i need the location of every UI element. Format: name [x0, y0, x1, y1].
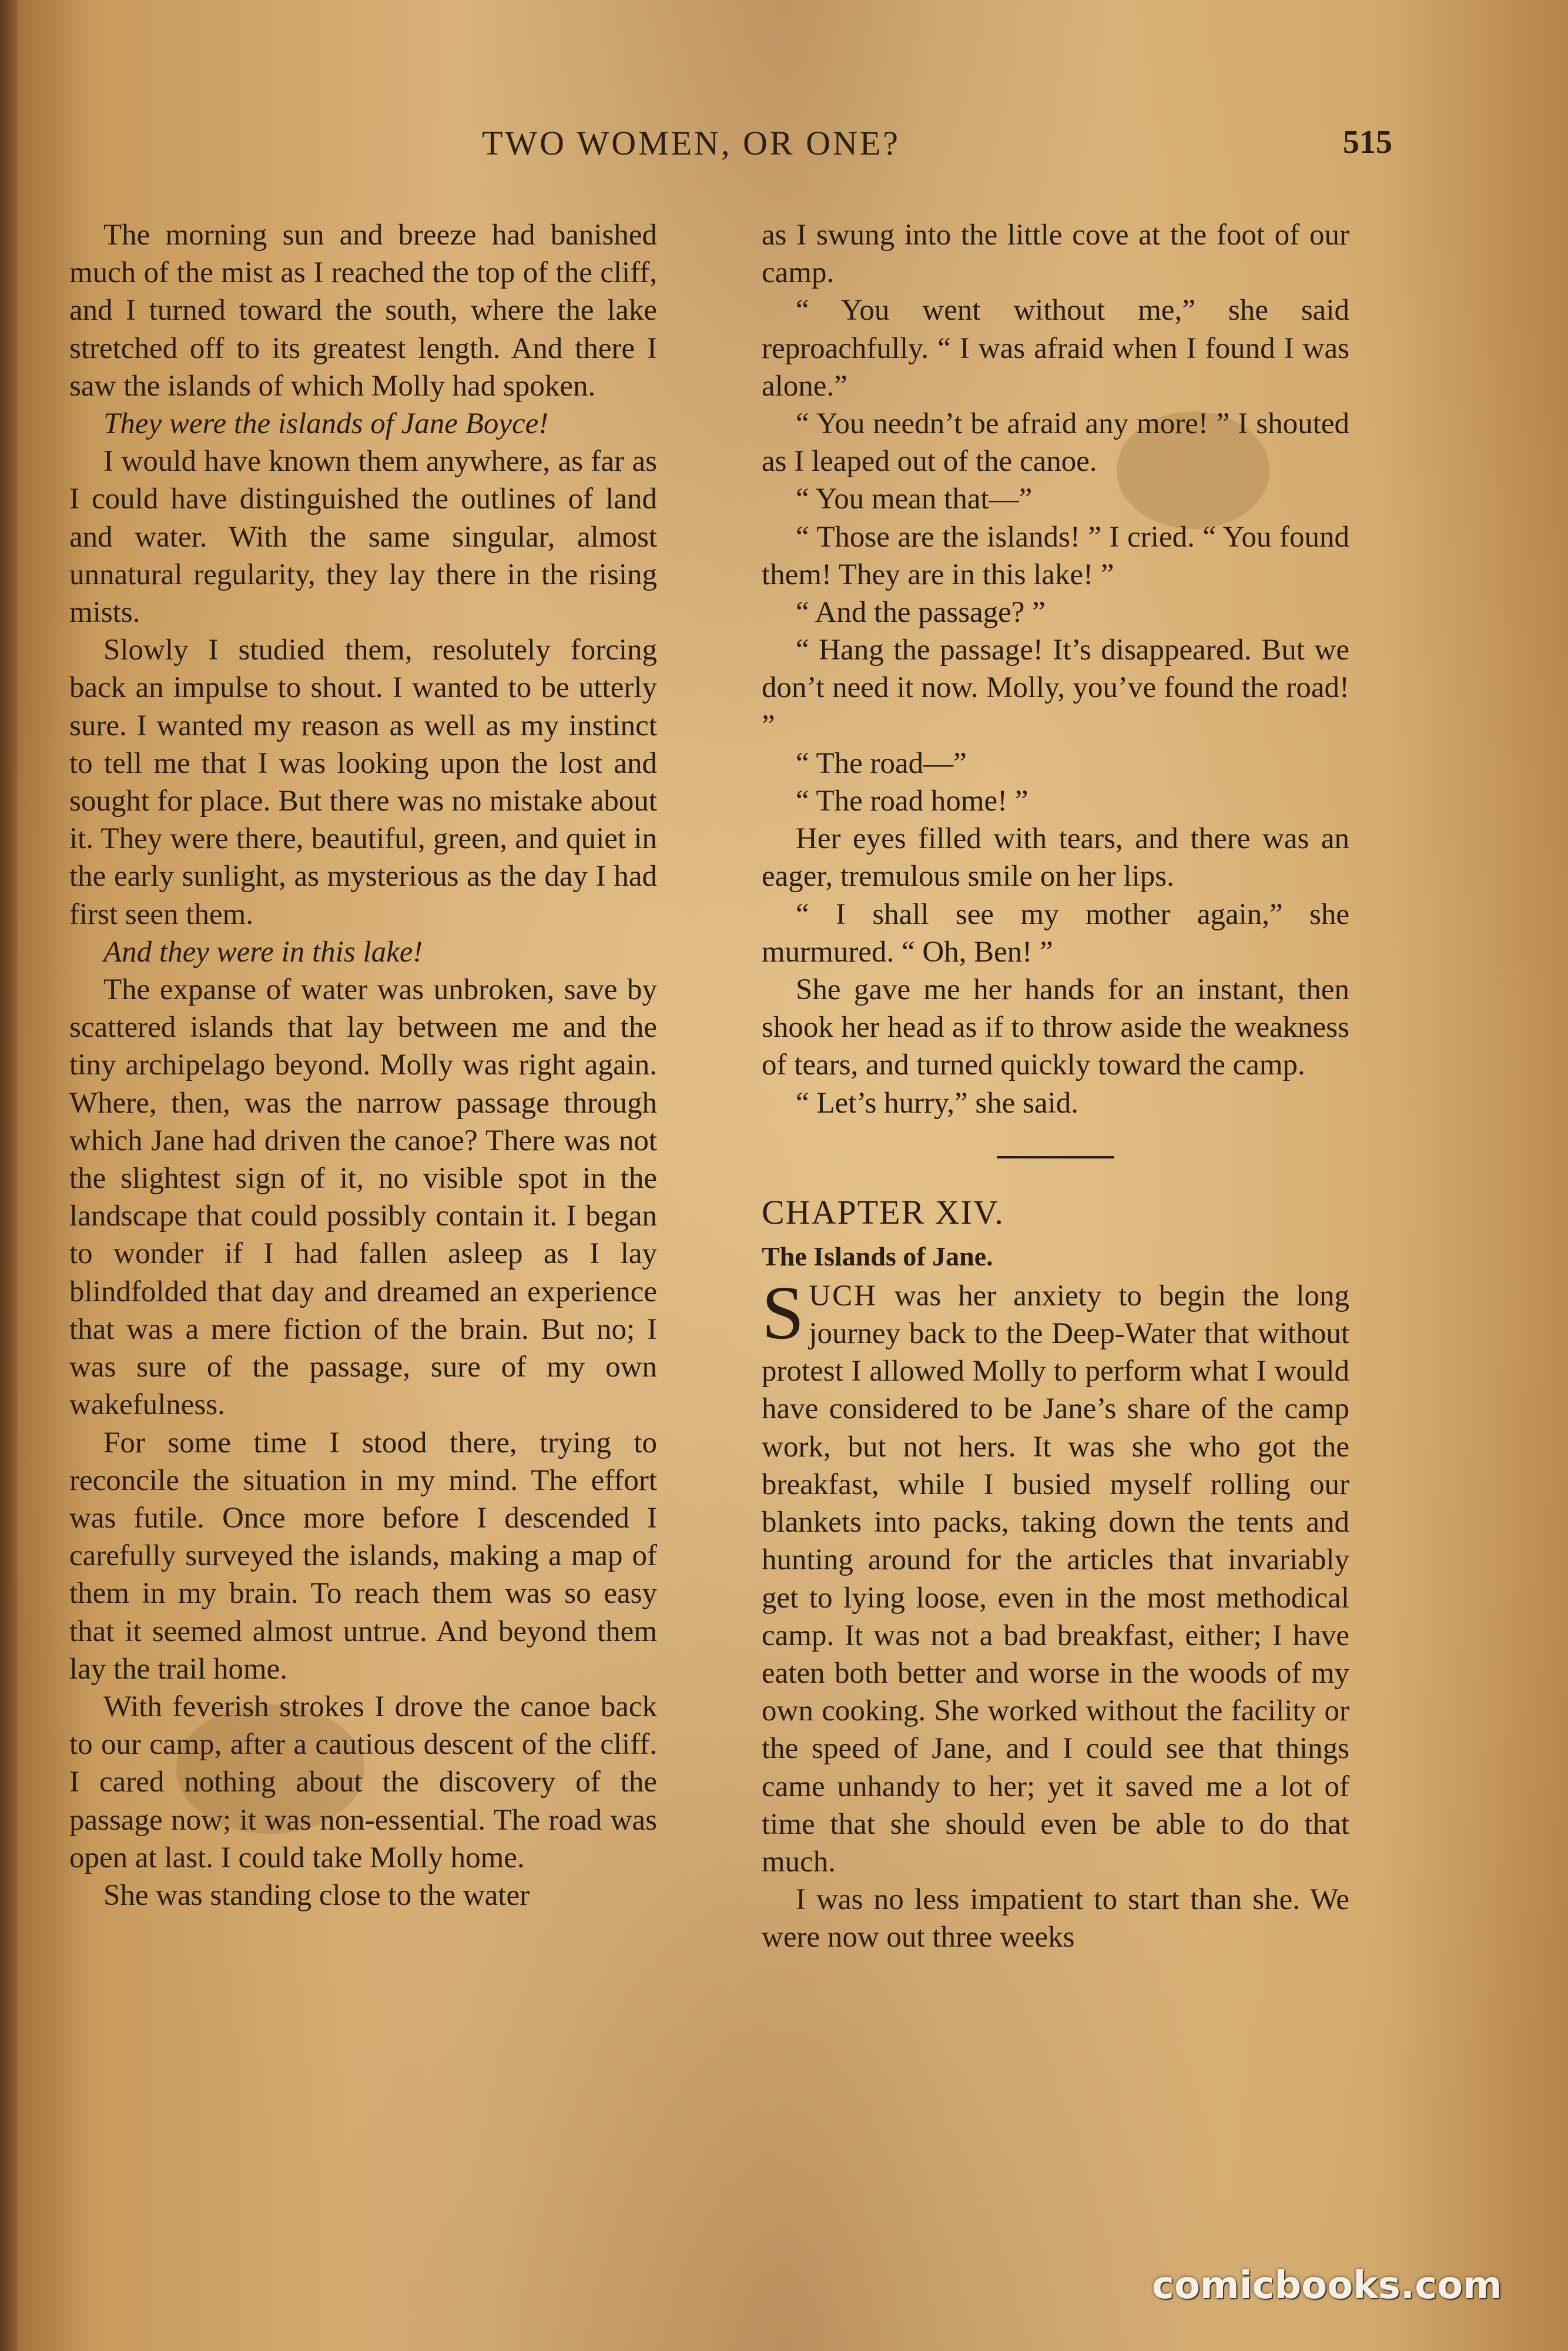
paragraph: “ Let’s hurry,” she said.	[796, 1086, 1079, 1120]
paragraph: Slowly I studied them, resolutely forcing back an impulse to shout. I wanted to be utterly sure. I wanted my reason as well as my instinct to tell me that I was looking upon the lost and sought for place. But there was no mistake about it. They were there, beautiful, green, and quiet in the early sunlight, as mysterious as the day I had first seen them.	[69, 634, 657, 931]
paragraph: as I swung into the little cove at the foot of our camp.	[762, 219, 1349, 290]
paragraph: She gave me her hands for an instant, then shook her head as if to throw aside the weakness of tears, and turned quickly toward the camp.	[762, 973, 1349, 1082]
paragraph: “ Hang the passage! It’s disappeared. But we don’t need it now. Molly, you’ve found the road! ”	[762, 634, 1349, 742]
paragraph: “ I shall see my mother again,” she murmured. “ Oh, Ben! ”	[762, 897, 1349, 969]
right-column	[762, 216, 1349, 1957]
paragraph: The expanse of water was unbroken, save by scattered islands that lay between me and the tiny archipelago beyond. Molly was right again. Where, then, was the narrow passage through which Jane had driven the canoe? There was not the slightest sign of it, no visible spot in the landscape that could possibly contain it. I began to wonder if I had fallen asleep as I lay blindfolded that day and dreamed an experience that was a mere fiction of the brain. But no; I was sure of the passage, sure of my own wakefulness.	[69, 973, 657, 1422]
paragraph: They were the islands of Jane Boyce!	[103, 407, 549, 441]
chapter-second-paragraph: I was no less impatient to start than she. We were now out three weeks	[762, 1883, 1349, 1954]
page-binding-edge	[0, 0, 18, 2351]
paragraph: “ The road—”	[796, 746, 967, 780]
paragraph: And they were in this lake!	[103, 935, 423, 969]
paragraph: She was standing close to the water	[103, 1878, 530, 1912]
watermark: comicbooks.com	[1152, 2264, 1502, 2308]
section-rule	[997, 1156, 1114, 1158]
paragraph: The morning sun and breeze had banished much of the mist as I reached the top of the cliff, and I turned toward the south, where the lake stretched off to its greatest length. And there I saw the islands of which Molly had spoken.	[69, 219, 657, 403]
running-title: TWO WOMEN, OR ONE?	[482, 124, 901, 162]
paragraph: “ You needn’t be afraid any more! ” I shouted as I leaped out of the canoe.	[762, 407, 1349, 478]
paragraph: “ The road home! ”	[796, 785, 1028, 818]
running-head	[0, 123, 1568, 176]
chapter-subtitle: The Islands of Jane.	[762, 1241, 993, 1271]
paragraph: With feverish strokes I drove the canoe back to our camp, after a cautious descent of the cliff. I cared nothing about the discovery of the passage now; it was non-essential. The road was open at last. I could take Molly home.	[69, 1690, 657, 1874]
paragraph: “ Those are the islands! ” I cried. “ You found them! They are in this lake! ”	[762, 520, 1349, 591]
paragraph: For some time I stood there, trying to reconcile the situation in my mind. The effort was futile. Once more before I descended I carefully surveyed the islands, making a map of them in my brain. To reach them was so easy that it seemed almost untrue. And beyond them lay the trail home.	[69, 1426, 657, 1686]
paragraph: “ You mean that—”	[796, 483, 1033, 516]
chapter-first-paragraph-text: was her anxiety to begin the long journey back to the Deep-Water that without protest I allowed Molly to perform what I would have considered to be Jane’s share of the camp work, but not hers. It was she who got the breakfast, while I busied myself rolling our blankets into packs, taking down the tents and hunting around for the articles that invariably get to lying loose, even in the most methodical camp. It was not a bad breakfast, either; I have eaten both better and worse in the woods of my own cooking. She worked without the facility or the speed of Jane, and I could see that things came unhandy to her; yet it saved me a lot of time that she should even be able to do that much.	[762, 1279, 1349, 1878]
drop-cap: S	[762, 1270, 805, 1355]
paragraph: “ And the passage? ”	[796, 596, 1046, 629]
paragraph: I would have known them anywhere, as far as I could have distinguished the outlines of land and water. With the same singular, almost unnatural regularity, they lay there in the rising mists.	[69, 445, 657, 629]
chapter-first-word: UCH	[809, 1279, 877, 1312]
paragraph: Her eyes filled with tears, and there was an eager, tremulous smile on her lips.	[762, 822, 1349, 893]
right-column-dialogue	[762, 216, 1349, 1122]
chapter-first-paragraph	[762, 1270, 1349, 1881]
page-number: 515	[1343, 124, 1392, 160]
left-column	[69, 216, 657, 1914]
chapter-heading: CHAPTER XIV.	[762, 1193, 1004, 1231]
paragraph: “ You went without me,” she said reproachfully. “ I was afraid when I found I was alone.”	[762, 294, 1349, 403]
